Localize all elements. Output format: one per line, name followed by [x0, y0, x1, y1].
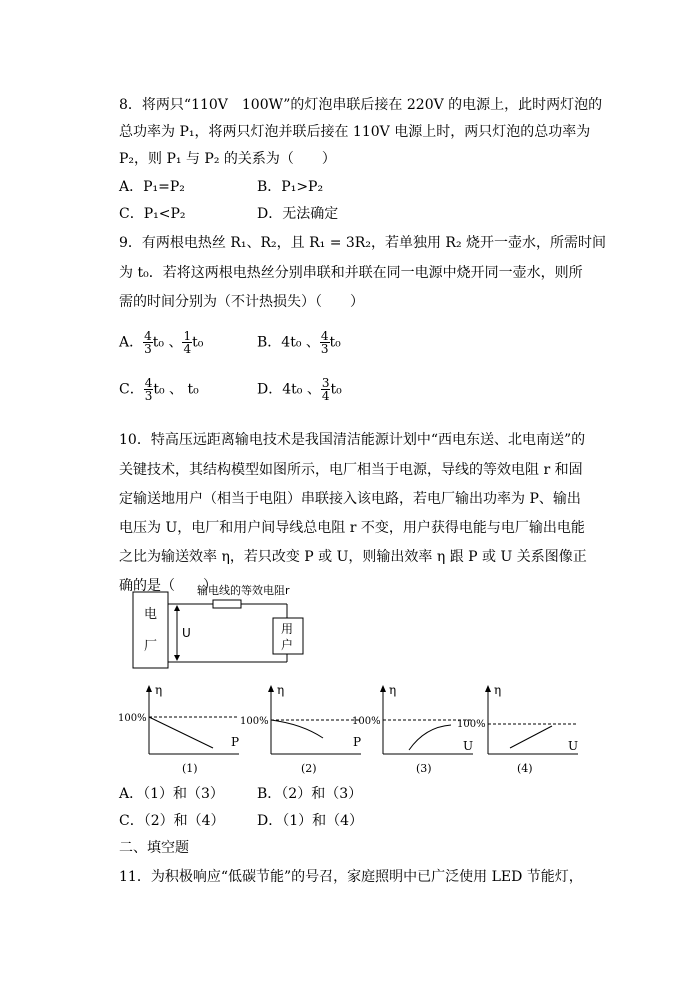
power-plant-label-2: 厂	[144, 639, 158, 654]
q9-option-a-sep: t₀ 、	[152, 334, 183, 351]
user-label-1: 用	[281, 622, 294, 636]
voltage-arrow-head-bottom	[174, 655, 180, 661]
frac-num: 3	[321, 376, 330, 390]
power-plant-label-1: 电	[144, 607, 158, 622]
graph-2	[237, 682, 367, 777]
graph-3-y-label: η	[389, 683, 397, 697]
frac-num: 4	[144, 329, 152, 343]
q9-option-c-fraction	[144, 377, 154, 402]
resistor-r	[213, 600, 241, 608]
graph-1-y-arrow	[146, 685, 152, 692]
q9-option-d-end: t₀	[330, 381, 342, 398]
user-label-2: 户	[281, 638, 294, 652]
q9-option-b-end: t₀	[329, 334, 341, 351]
frac-den: 3	[144, 342, 152, 356]
graph-1-y-label: η	[155, 683, 163, 697]
frac-num: 4	[320, 329, 329, 343]
q8-option-b: B．P₁>P₂	[257, 179, 324, 195]
q9-option-a-label: A．	[119, 334, 144, 351]
frac-num: 1	[183, 329, 192, 343]
q10-option-c: C．（2）和（4）	[119, 813, 225, 829]
frac-num: 4	[144, 376, 153, 390]
resistor-label: 输电线的等效电阻r	[197, 584, 290, 597]
graph-1-x-label: P	[231, 735, 240, 749]
q9-option-c	[119, 377, 199, 402]
section-heading: 二、填空题	[119, 840, 189, 856]
graph-2-curve	[271, 720, 323, 738]
q10-option-d: D．（1）和（4）	[257, 813, 364, 829]
q9-option-c-label: C．	[119, 381, 144, 398]
q10-line5: 之比为输送效率 η，若只改变 P 或 U，则输出效率 η 跟 P 或 U 关系图像正	[119, 549, 587, 565]
graph-2-y-label: η	[277, 683, 285, 697]
q8-line3: P₂，则 P₁ 与 P₂ 的关系为（ ）	[119, 151, 336, 167]
q9-option-a-fraction-1	[143, 330, 153, 355]
q9-option-b-fraction	[320, 330, 330, 355]
q9-option-c-end: t₀ 、 t₀	[153, 381, 199, 398]
q10-line3: 定输送地用户（相当于电阻）串联接入该电路，若电厂输出功率为 P、输出	[119, 491, 581, 507]
q8-option-a: A．P₁=P₂	[119, 179, 185, 195]
q9-option-a	[119, 330, 203, 355]
q10-option-a: A．（1）和（3）	[119, 786, 224, 802]
q9-line1: 9．有两根电热丝 R₁、R₂，且 R₁ = 3R₂，若单独用 R₂ 烧开一壶水，所需时间	[119, 235, 607, 251]
voltage-label: U	[182, 626, 191, 640]
q10-option-b: B．（2）和（3）	[257, 786, 363, 802]
graph-4-y-arrow	[485, 685, 491, 692]
graph-1	[115, 682, 245, 777]
voltage-arrow-head-top	[174, 605, 180, 611]
graph-2-y-arrow	[268, 685, 274, 692]
q10-line1: 10．特高压远距离输电技术是我国清洁能源计划中“西电东送、北电南送”的	[119, 432, 586, 448]
graph-2-100-label: 100%	[240, 716, 269, 727]
frac-den: 3	[320, 342, 329, 356]
graph-4-x-label: U	[568, 739, 579, 753]
q8-option-c: C．P₁<P₂	[119, 206, 186, 222]
frac-den: 4	[321, 389, 330, 403]
graph-4-curve	[510, 726, 552, 748]
graph-3-x-label: U	[463, 739, 474, 753]
q9-option-b	[257, 330, 341, 355]
q8-option-d: D．无法确定	[257, 206, 339, 222]
power-plant-box	[133, 592, 168, 668]
q8-line1: 8．将两只“110V 100W”的灯泡串联后接在 220V 的电源上，此时两灯泡的	[119, 97, 603, 113]
q9-option-a-end: t₀	[192, 334, 204, 351]
q10-line6: 确的是（ ）	[119, 578, 217, 594]
q9-option-d	[257, 377, 342, 402]
graph-1-100-label: 100%	[118, 713, 147, 724]
graph-3-caption: (3)	[416, 762, 432, 775]
graph-1-curve	[149, 717, 213, 748]
circuit-diagram	[125, 582, 325, 677]
graph-2-x-label: P	[353, 735, 362, 749]
graph-1-caption: (1)	[182, 762, 198, 775]
graph-3-curve	[409, 725, 451, 750]
graph-3-y-arrow	[380, 685, 386, 692]
q9-option-d-label: D．4t₀ 、	[257, 381, 321, 398]
q9-option-b-label: B．4t₀ 、	[257, 334, 320, 351]
q9-line2: 为 t₀．若将这两根电热丝分别串联和并联在同一电源中烧开同一壶水，则所	[119, 265, 583, 281]
q9-line3: 需的时间分别为（不计热损失）（ ）	[119, 294, 364, 310]
graph-4	[454, 682, 584, 777]
graph-3-100-label: 100%	[352, 716, 381, 727]
q11-line1: 11．为积极响应“低碳节能”的号召，家庭照明中已广泛使用 LED 节能灯，	[119, 869, 583, 885]
graph-4-100-label: 100%	[457, 719, 486, 730]
frac-den: 4	[183, 342, 192, 356]
q10-line2: 关键技术，其结构模型如图所示，电厂相当于电源，导线的等效电阻 r 和固	[119, 462, 583, 478]
graph-4-y-label: η	[494, 683, 502, 697]
q9-option-a-fraction-2	[182, 330, 192, 355]
graph-2-caption: (2)	[301, 762, 317, 775]
graph-4-caption: (4)	[517, 762, 533, 775]
q10-line4: 电压为 U，电厂和用户间导线总电阻 r 不变，用户获得电能与电厂输出电能	[119, 520, 585, 536]
frac-den: 3	[144, 389, 153, 403]
q8-line2: 总功率为 P₁，将两只灯泡并联后接在 110V 电源上时，两只灯泡的总功率为	[119, 124, 591, 140]
